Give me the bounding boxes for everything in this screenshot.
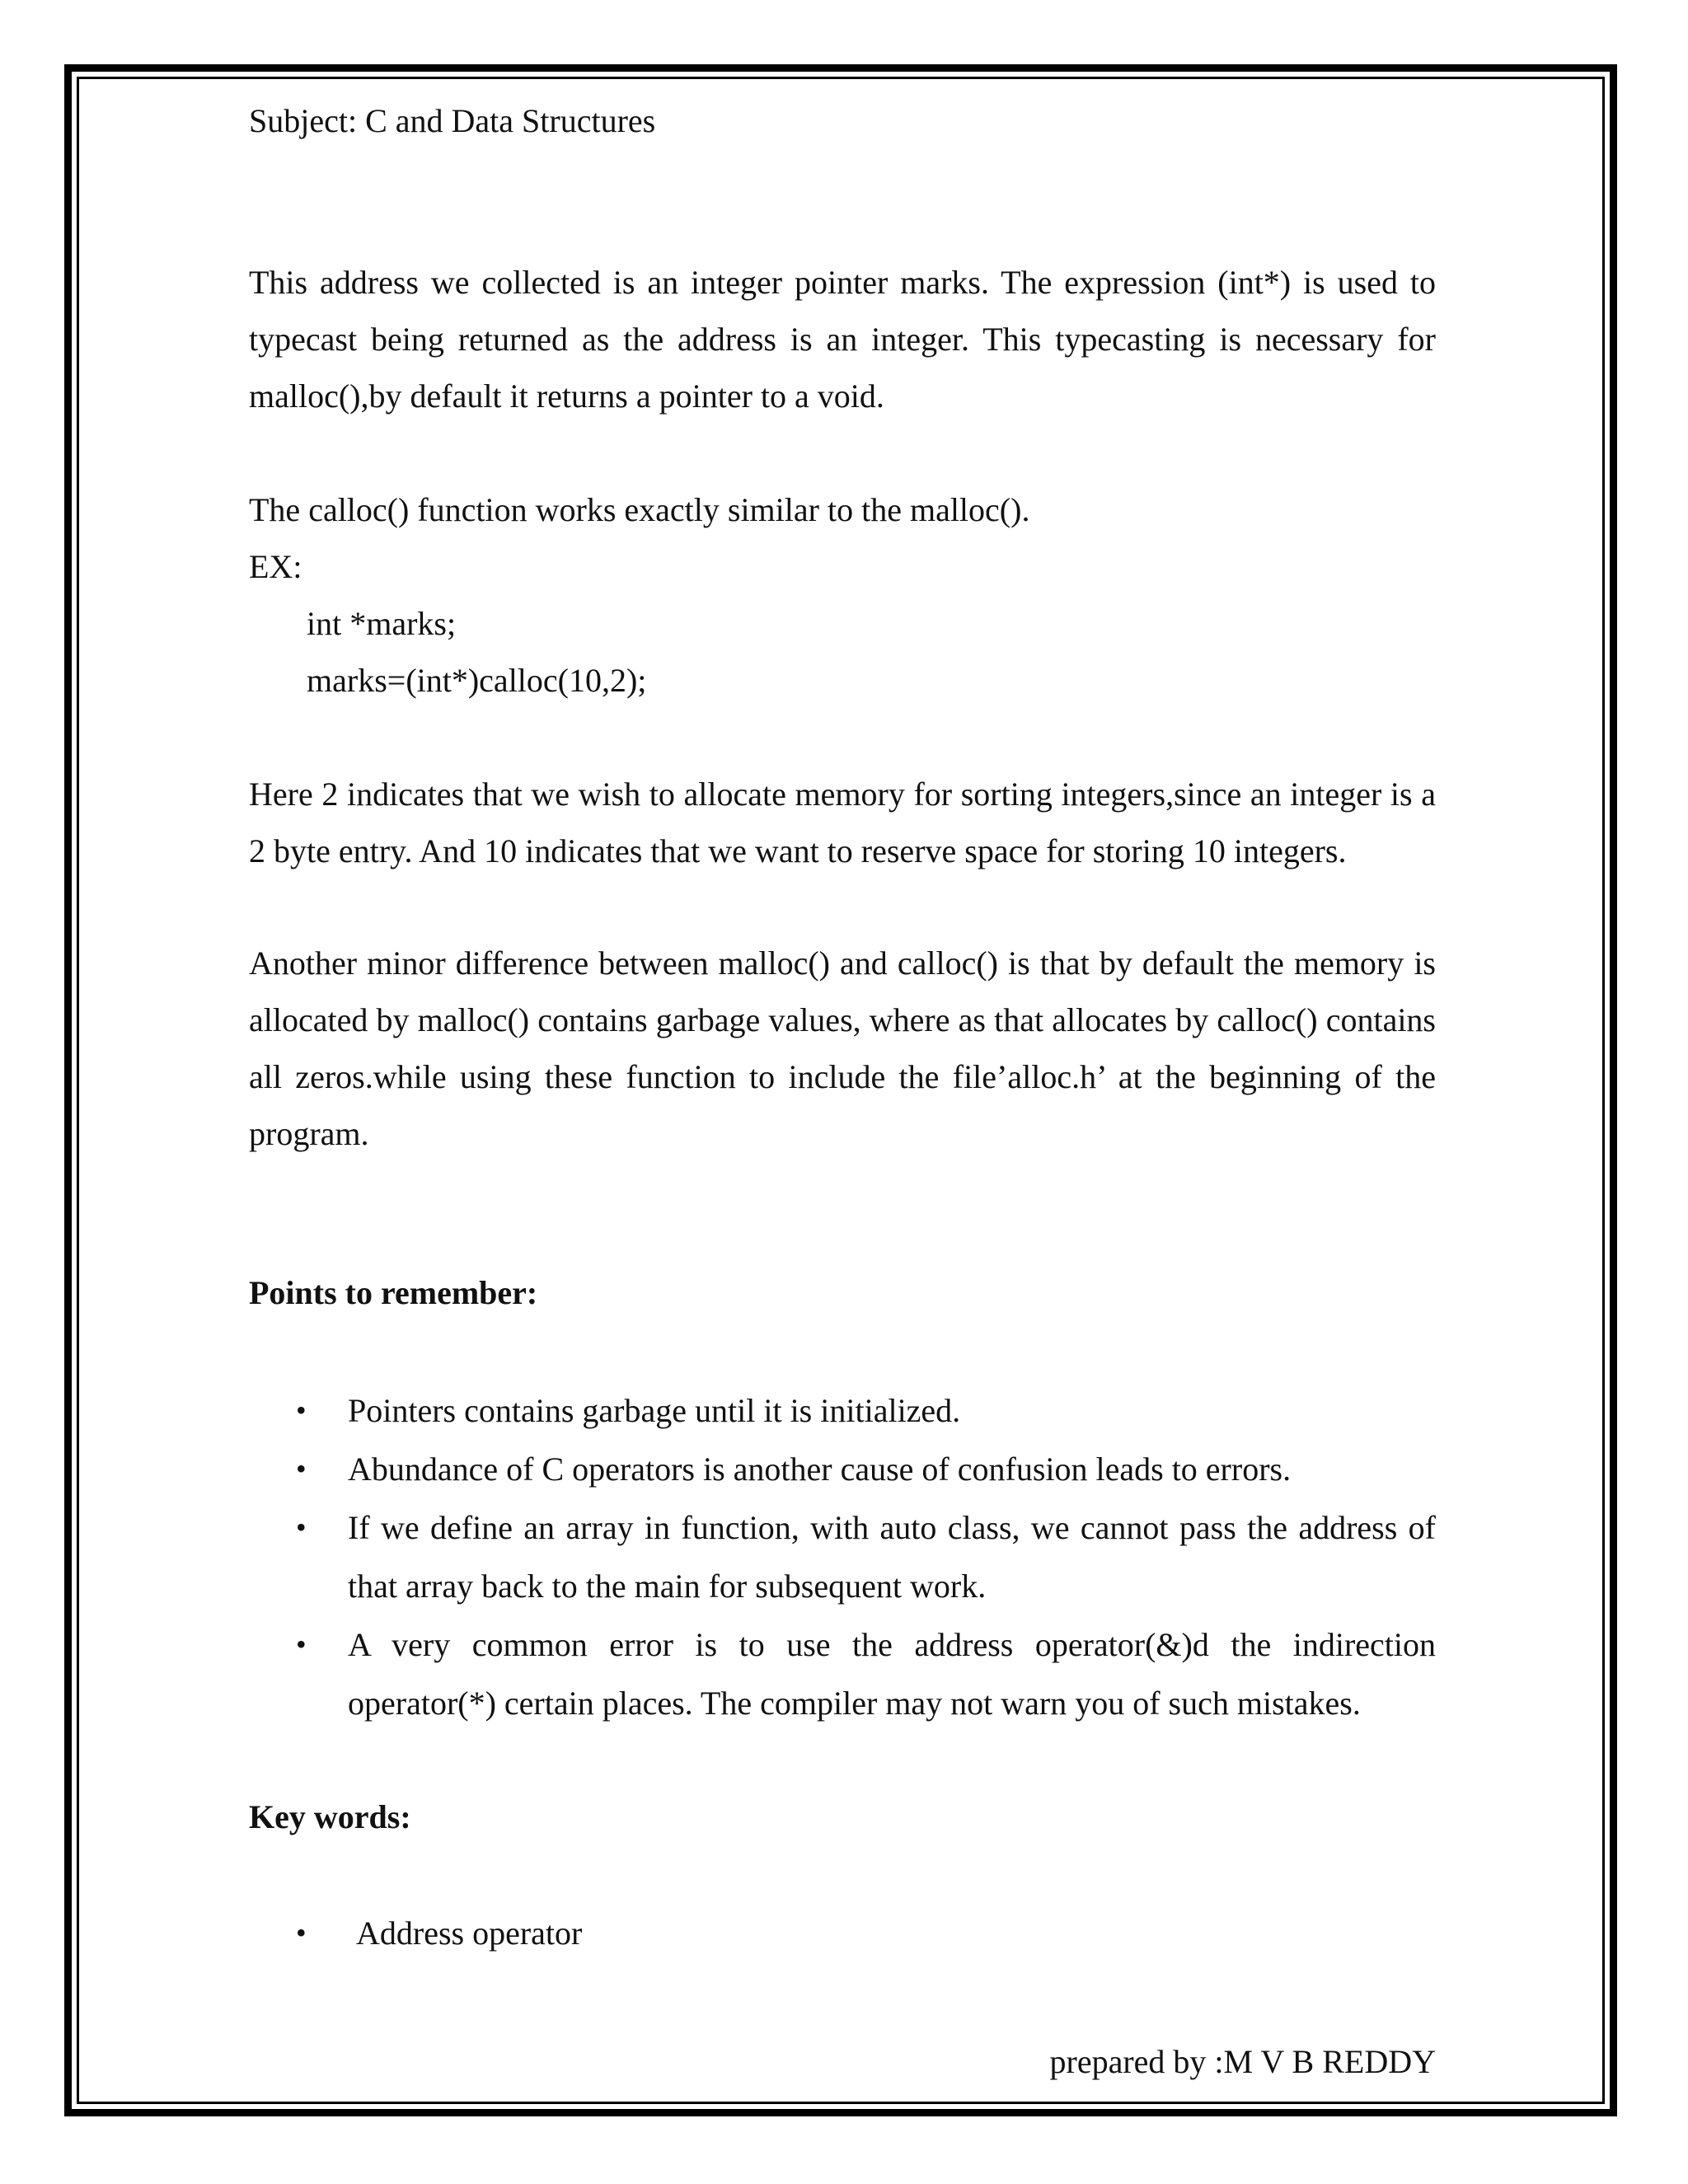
- subject-header: Subject: C and Data Structures: [249, 102, 656, 139]
- bullet-icon: •: [296, 1628, 307, 1661]
- list-item: [249, 1498, 1436, 1615]
- points-list: [249, 1381, 1436, 1732]
- list-item-text: Address operator: [356, 1915, 583, 1952]
- bullet-icon: •: [296, 1452, 307, 1485]
- keywords-heading: Key words:: [249, 1798, 411, 1835]
- points-heading: Points to remember:: [249, 1274, 538, 1311]
- bullet-icon: •: [296, 1511, 307, 1544]
- bullet-icon: •: [296, 1916, 307, 1949]
- list-item-text: If we define an array in function, with auto class, we cannot pass the address of that array back to the main for subsequent work.: [348, 1509, 1436, 1605]
- keywords-list: [249, 1904, 1436, 1962]
- prepared-by-footer: prepared by :M V B REDDY: [1049, 2043, 1436, 2080]
- list-item-text: Pointers contains garbage until it is initialized.: [348, 1392, 961, 1429]
- list-item-text: Abundance of C operators is another cause of confusion leads to errors.: [348, 1451, 1292, 1488]
- list-item: [249, 1440, 1436, 1498]
- paragraph-malloc-calloc-difference: Another minor difference between malloc() and calloc() is that by default the memory is allocated by malloc() contains garbage values, where as that allocates by calloc() contains all zeros.while using these function to include the file’alloc.h’ at the beginning of the program.: [249, 944, 1436, 1152]
- example-label: EX:: [249, 548, 302, 585]
- list-item: [249, 1904, 1436, 1962]
- list-item-text: A very common error is to use the address operator(&)d the indirection operator(*) certain places. The compiler may not warn you of such mistakes.: [348, 1626, 1436, 1722]
- code-line-declaration: int *marks;: [307, 605, 457, 642]
- code-line-calloc: marks=(int*)calloc(10,2);: [307, 662, 647, 699]
- paragraph-calloc-args: Here 2 indicates that we wish to allocate memory for sorting integers,since an integer is a 2 byte entry. And 10 indicates that we want to reserve space for storing 10 integers.: [249, 776, 1436, 869]
- list-item: [249, 1615, 1436, 1732]
- paragraph-typecast: This address we collected is an integer pointer marks. The expression (int*) is used to typecast being returned as the address is an integer. This typecasting is necessary for malloc(),by default it returns a pointer to a void.: [249, 264, 1436, 415]
- list-item: [249, 1381, 1436, 1440]
- paragraph-calloc: The calloc() function works exactly similar to the malloc().: [249, 491, 1030, 528]
- bullet-icon: •: [296, 1394, 307, 1427]
